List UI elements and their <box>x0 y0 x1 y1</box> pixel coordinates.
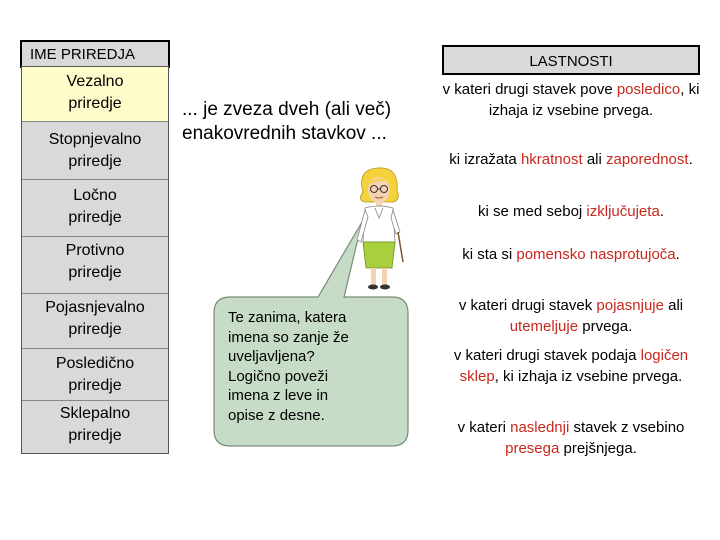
property-keyword: utemeljuje <box>509 318 579 335</box>
property-keyword: posledico <box>616 81 681 98</box>
property-text: v kateri drugi stavek pove <box>442 81 613 98</box>
property-keyword: zaporednost <box>606 151 689 168</box>
bubble-line: imena so zanje že <box>228 328 349 346</box>
property-text: ki izražata <box>449 151 521 168</box>
term-line: priredje <box>68 95 122 112</box>
property-text: ki sta si <box>462 246 517 263</box>
right-column-header: LASTNOSTI <box>442 45 700 75</box>
stem-line-1: ... je zveza dveh (ali več) <box>182 99 392 120</box>
term-line: Vezalno <box>66 73 124 90</box>
property-keyword: izključujeta <box>586 203 660 220</box>
term-line: Posledično <box>55 355 135 372</box>
property-text: , ki izhaja iz vsebine prvega. <box>488 81 700 119</box>
property-keyword: logičen sklep <box>459 347 689 385</box>
property-text: . <box>688 151 693 168</box>
term-line: Ločno <box>73 187 117 204</box>
bubble-line: imena z leve in <box>228 387 329 404</box>
property-text: stavek z vsebino <box>569 419 685 436</box>
bubble-line: Logično poveži <box>228 367 329 385</box>
bubble-text <box>228 308 398 425</box>
property-text: v kateri drugi stavek podaja <box>453 347 641 364</box>
term-line: priredje <box>68 321 122 338</box>
bubble-line: opise z desne. <box>228 406 325 424</box>
term-line: priredje <box>68 153 122 170</box>
property-text: ali <box>582 151 606 168</box>
property-keyword: presega <box>505 440 560 457</box>
property-text: prvega. <box>578 318 633 335</box>
property-text: . <box>675 246 680 263</box>
term-line: priredje <box>68 377 122 394</box>
property-text: v kateri <box>457 419 511 436</box>
property-text: prejšnjega. <box>559 440 637 457</box>
property-keyword: naslednji <box>510 419 570 436</box>
property-text: . <box>659 203 664 220</box>
property-text: ki se med seboj <box>478 203 587 220</box>
bubble-line: uveljavljena? <box>228 348 315 365</box>
left-column-header: IME PRIREDJA <box>20 40 170 68</box>
term-line: priredje <box>68 264 122 281</box>
property-text: ali <box>663 297 684 314</box>
term-line: Protivno <box>65 242 125 259</box>
term-line: Sklepalno <box>59 405 131 422</box>
stem-line-2: enakovrednih stavkov ... <box>182 123 387 144</box>
term-line: Pojasnjevalno <box>45 299 145 316</box>
teacher-illustration <box>345 162 415 292</box>
term-line: Stopnjevalno <box>48 131 142 148</box>
term-line: priredje <box>68 427 122 444</box>
property-keyword: hkratnost <box>520 151 583 168</box>
property-keyword: pojasnjuje <box>596 297 664 314</box>
bubble-line: Te zanima, katera <box>228 309 347 326</box>
property-text: v kateri drugi stavek <box>458 297 597 314</box>
property-keyword: pomensko nasprotujoča <box>516 246 676 263</box>
term-line: priredje <box>68 209 122 226</box>
property-text: , ki izhaja iz vsebine prvega. <box>494 368 683 385</box>
